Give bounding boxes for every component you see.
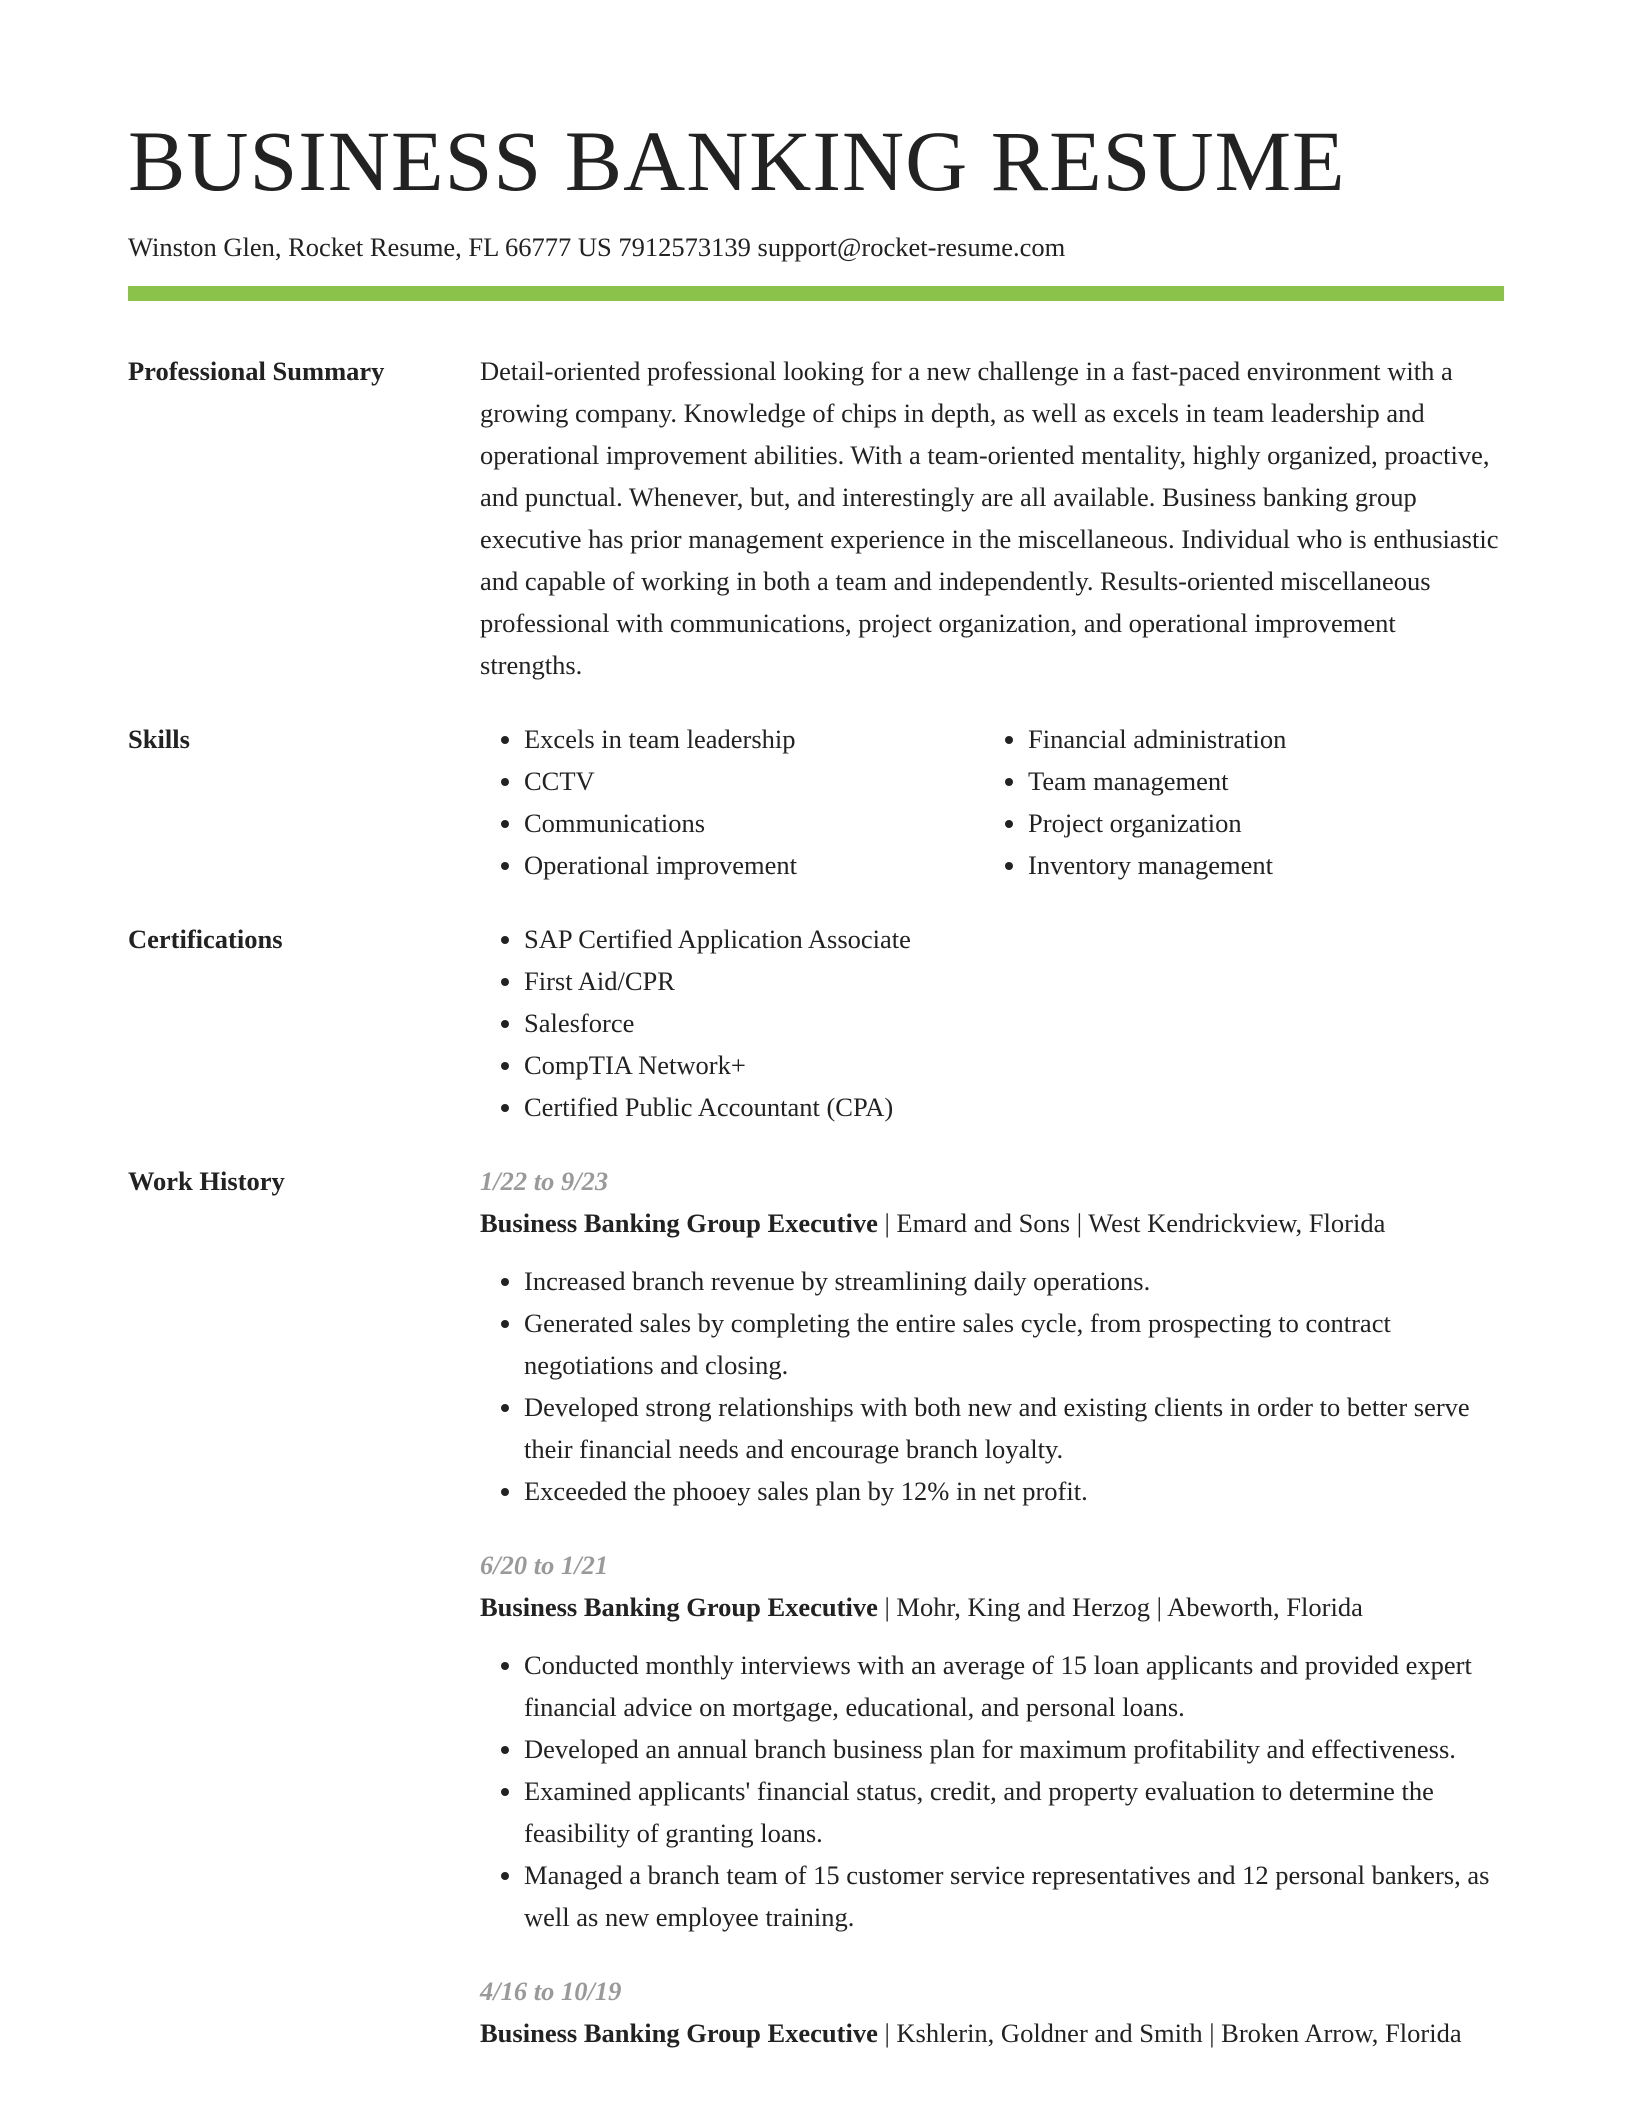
job-entry	[480, 1160, 1504, 1512]
job-bullet: • Developed strong relationships with both new and existing clients in order to better serve their financial needs and encourage branch loyalty.	[524, 1386, 1504, 1470]
job-details: | Kshlerin, Goldner and Smith | Broken Arrow, Florida	[884, 2018, 1462, 2048]
skills-column-right	[984, 718, 1488, 886]
header-divider	[128, 286, 1504, 301]
job-heading	[480, 2012, 1504, 2054]
skills-column-left	[480, 718, 984, 886]
skill-item: • Team management	[1028, 760, 1488, 802]
job-bullet: • Exceeded the phooey sales plan by 12% in net profit.	[524, 1470, 1504, 1512]
section-label-certifications: Certifications	[128, 924, 283, 954]
contact-phone: 7912573139	[618, 232, 751, 262]
job-bullet: • Developed an annual branch business plan for maximum profitability and effectiveness.	[524, 1728, 1504, 1770]
job-bullet: • Increased branch revenue by streamlining daily operations.	[524, 1260, 1504, 1302]
job-bullet: • Managed a branch team of 15 customer service representatives and 12 personal bankers, as well as new employee training.	[524, 1854, 1504, 1938]
job-title: Business Banking Group Executive	[480, 1592, 878, 1622]
skill-item: • Inventory management	[1028, 844, 1488, 886]
job-dates: 1/22 to 9/23	[480, 1166, 609, 1196]
certification-item: • First Aid/CPR	[524, 960, 1504, 1002]
professional-summary-text: Detail-oriented professional looking for a new challenge in a fast-paced environment with a growing company. Knowledge of chips in depth, as well as excels in team leadership and operational improvement abilities. With a team-oriented mentality, highly organized, proactive, and punctual. Whenever, but, and interestingly are all available. Business banking group executive has prior management experience in the miscellaneous. Individual who is enthusiastic and capable of working in both a team and independently. Results-oriented miscellaneous professional with communications, project organization, and operational improvement strengths.	[480, 356, 1499, 680]
job-entry	[480, 1544, 1504, 1938]
certification-item: • Certified Public Accountant (CPA)	[524, 1086, 1504, 1128]
skill-item: • Communications	[524, 802, 984, 844]
resume-title: BUSINESS BANKING RESUME	[128, 113, 1346, 209]
skill-item: • CCTV	[524, 760, 984, 802]
contact-line	[128, 232, 1065, 263]
contact-email[interactable]: support@rocket-resume.com	[757, 232, 1066, 262]
skill-item: • Operational improvement	[524, 844, 984, 886]
job-heading	[480, 1202, 1504, 1244]
certification-item: • SAP Certified Application Associate	[524, 918, 1504, 960]
skill-item: • Excels in team leadership	[524, 718, 984, 760]
job-heading	[480, 1586, 1504, 1628]
skills-list-right	[984, 718, 1488, 886]
section-label-skills: Skills	[128, 724, 190, 754]
certifications-body	[480, 918, 1504, 1128]
certification-item: • CompTIA Network+	[524, 1044, 1504, 1086]
job-details: | Mohr, King and Herzog | Abeworth, Florida	[884, 1592, 1363, 1622]
job-title: Business Banking Group Executive	[480, 2018, 878, 2048]
skill-item: • Financial administration	[1028, 718, 1488, 760]
job-bullet: • Examined applicants' financial status, credit, and property evaluation to determine the feasibility of granting loans.	[524, 1770, 1504, 1854]
certification-item: • Salesforce	[524, 1002, 1504, 1044]
skills-list-left	[480, 718, 984, 886]
job-dates: 6/20 to 1/21	[480, 1550, 609, 1580]
work-history-body	[480, 1160, 1504, 2086]
job-details: | Emard and Sons | West Kendrickview, Florida	[884, 1208, 1386, 1238]
job-dates: 4/16 to 10/19	[480, 1976, 622, 2006]
contact-address: Winston Glen, Rocket Resume, FL 66777 US	[128, 232, 612, 262]
job-bullets	[480, 1260, 1504, 1512]
skill-item: • Project organization	[1028, 802, 1488, 844]
job-title: Business Banking Group Executive	[480, 1208, 878, 1238]
job-bullet: • Conducted monthly interviews with an average of 15 loan applicants and provided expert financial advice on mortgage, educational, and personal loans.	[524, 1644, 1504, 1728]
job-bullets	[480, 1644, 1504, 1938]
skills-grid	[480, 718, 1504, 886]
section-label-professional-summary: Professional Summary	[128, 356, 385, 386]
section-label-work-history: Work History	[128, 1166, 285, 1196]
job-entry	[480, 1970, 1504, 2054]
certifications-list	[480, 918, 1504, 1128]
job-bullet: • Generated sales by completing the entire sales cycle, from prospecting to contract negotiations and closing.	[524, 1302, 1504, 1386]
skills-body	[480, 718, 1504, 886]
professional-summary-body	[480, 350, 1504, 686]
